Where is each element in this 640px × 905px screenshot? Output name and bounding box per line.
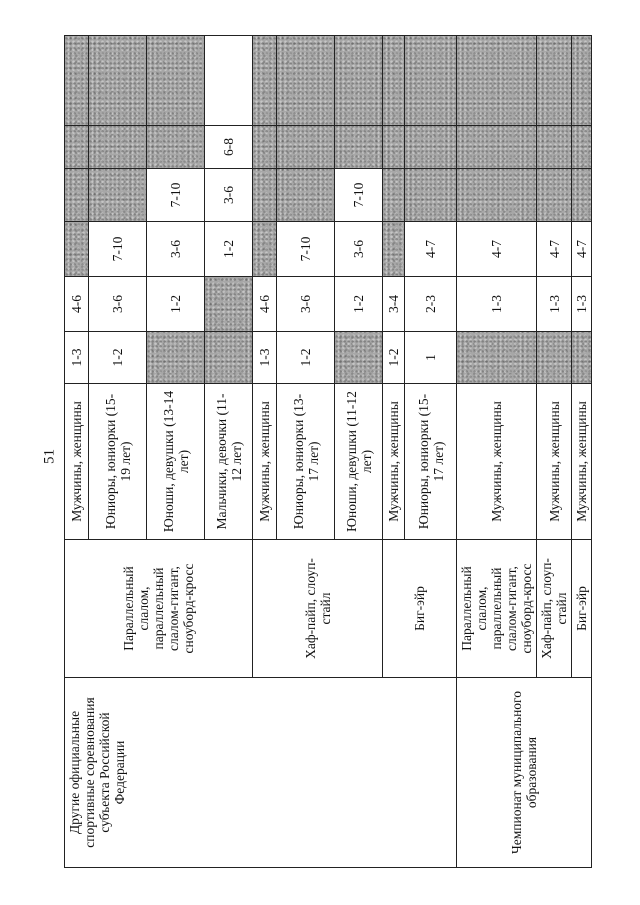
unavailable-rank-cell bbox=[537, 332, 572, 384]
discipline-cell: Биг-эйр bbox=[383, 540, 457, 678]
rank-place-cell: 1-2 bbox=[205, 222, 253, 277]
rank-place-cell bbox=[205, 36, 253, 126]
unavailable-rank-cell bbox=[457, 332, 537, 384]
unavailable-rank-cell bbox=[89, 36, 147, 126]
unavailable-rank-cell bbox=[572, 169, 592, 222]
discipline-cell: Биг-эйр bbox=[572, 540, 592, 678]
unavailable-rank-cell bbox=[405, 126, 457, 169]
unavailable-rank-cell bbox=[572, 332, 592, 384]
rank-place-cell: 4-7 bbox=[405, 222, 457, 277]
unavailable-rank-cell bbox=[65, 169, 89, 222]
age-group-cell: Мужчины, женщины bbox=[537, 384, 572, 540]
age-group-cell: Юниоры, юниорки (15-19 лет) bbox=[89, 384, 147, 540]
rank-place-cell: 3-6 bbox=[205, 169, 253, 222]
age-group-cell: Мужчины, женщины bbox=[65, 384, 89, 540]
rank-place-cell: 4-7 bbox=[457, 222, 537, 277]
unavailable-rank-cell bbox=[89, 169, 147, 222]
unavailable-rank-cell bbox=[205, 277, 253, 332]
page-number: 51 bbox=[41, 449, 58, 464]
unavailable-rank-cell bbox=[383, 222, 405, 277]
rank-place-cell: 1-3 bbox=[572, 277, 592, 332]
rank-place-cell: 1-2 bbox=[383, 332, 405, 384]
unavailable-rank-cell bbox=[537, 169, 572, 222]
table-row bbox=[65, 36, 89, 868]
unavailable-rank-cell bbox=[335, 36, 383, 126]
discipline-cell: Параллельный слалом, параллельный слалом-гигант, сноуборд-кросс bbox=[457, 540, 537, 678]
rank-place-cell: 3-6 bbox=[89, 277, 147, 332]
rank-place-cell: 1 bbox=[405, 332, 457, 384]
age-group-cell: Мужчины, женщины bbox=[572, 384, 592, 540]
unavailable-rank-cell bbox=[205, 332, 253, 384]
discipline-cell: Хаф-пайп, слоуп-стайл bbox=[253, 540, 383, 678]
age-group-cell: Юниоры, юниорки (15-17 лет) bbox=[405, 384, 457, 540]
rank-place-cell: 2-3 bbox=[405, 277, 457, 332]
unavailable-rank-cell bbox=[457, 126, 537, 169]
unavailable-rank-cell bbox=[147, 126, 205, 169]
age-group-cell: Юноши, девушки (13-14 лет) bbox=[147, 384, 205, 540]
age-group-cell: Юноши, девушки (11-12 лет) bbox=[335, 384, 383, 540]
rank-place-cell: 7-10 bbox=[147, 169, 205, 222]
unavailable-rank-cell bbox=[335, 126, 383, 169]
rank-place-cell: 1-2 bbox=[277, 332, 335, 384]
unavailable-rank-cell bbox=[572, 126, 592, 169]
rank-place-cell: 6-8 bbox=[205, 126, 253, 169]
age-group-cell: Юниоры, юниорки (13-17 лет) bbox=[277, 384, 335, 540]
unavailable-rank-cell bbox=[383, 126, 405, 169]
unavailable-rank-cell bbox=[537, 126, 572, 169]
rank-place-cell: 4-6 bbox=[65, 277, 89, 332]
rank-place-cell: 7-10 bbox=[89, 222, 147, 277]
unavailable-rank-cell bbox=[277, 36, 335, 126]
unavailable-rank-cell bbox=[147, 36, 205, 126]
rank-place-cell: 1-2 bbox=[335, 277, 383, 332]
rank-place-cell: 1-2 bbox=[147, 277, 205, 332]
unavailable-rank-cell bbox=[405, 169, 457, 222]
unavailable-rank-cell bbox=[147, 332, 205, 384]
rank-place-cell: 7-10 bbox=[335, 169, 383, 222]
rank-place-cell: 1-2 bbox=[89, 332, 147, 384]
category-cell: Другие официальные спортивные соревнования субъекта Российской Федерации bbox=[65, 678, 457, 868]
rank-requirements-table bbox=[64, 35, 592, 868]
rank-place-cell: 1-3 bbox=[65, 332, 89, 384]
rank-place-cell: 4-7 bbox=[572, 222, 592, 277]
unavailable-rank-cell bbox=[89, 126, 147, 169]
unavailable-rank-cell bbox=[572, 36, 592, 126]
unavailable-rank-cell bbox=[383, 36, 405, 126]
unavailable-rank-cell bbox=[457, 169, 537, 222]
age-group-cell: Мужчины, женщины bbox=[253, 384, 277, 540]
rank-place-cell: 7-10 bbox=[277, 222, 335, 277]
rank-place-cell: 4-6 bbox=[253, 277, 277, 332]
unavailable-rank-cell bbox=[277, 169, 335, 222]
discipline-cell: Хаф-пайп, слоуп-стайл bbox=[537, 540, 572, 678]
rank-place-cell: 1-3 bbox=[253, 332, 277, 384]
unavailable-rank-cell bbox=[457, 36, 537, 126]
rotated-table-frame bbox=[64, 36, 589, 868]
rank-place-cell: 3-4 bbox=[383, 277, 405, 332]
unavailable-rank-cell bbox=[253, 36, 277, 126]
unavailable-rank-cell bbox=[277, 126, 335, 169]
unavailable-rank-cell bbox=[65, 126, 89, 169]
table-row bbox=[457, 36, 537, 868]
unavailable-rank-cell bbox=[537, 36, 572, 126]
unavailable-rank-cell bbox=[253, 222, 277, 277]
discipline-cell: Параллельный слалом, параллельный слалом-гигант, сноуборд-кросс bbox=[65, 540, 253, 678]
age-group-cell: Мужчины, женщины bbox=[383, 384, 405, 540]
unavailable-rank-cell bbox=[405, 36, 457, 126]
rank-place-cell: 1-3 bbox=[457, 277, 537, 332]
unavailable-rank-cell bbox=[65, 36, 89, 126]
category-cell: Чемпионат муниципального образования bbox=[457, 678, 592, 868]
age-group-cell: Мужчины, женщины bbox=[457, 384, 537, 540]
rank-place-cell: 3-6 bbox=[277, 277, 335, 332]
rank-place-cell: 3-6 bbox=[147, 222, 205, 277]
unavailable-rank-cell bbox=[253, 126, 277, 169]
unavailable-rank-cell bbox=[383, 169, 405, 222]
table-body bbox=[65, 36, 592, 868]
unavailable-rank-cell bbox=[253, 169, 277, 222]
rank-place-cell: 4-7 bbox=[537, 222, 572, 277]
unavailable-rank-cell bbox=[65, 222, 89, 277]
age-group-cell: Мальчики, девочки (11-12 лет) bbox=[205, 384, 253, 540]
rank-place-cell: 3-6 bbox=[335, 222, 383, 277]
unavailable-rank-cell bbox=[335, 332, 383, 384]
rank-place-cell: 1-3 bbox=[537, 277, 572, 332]
